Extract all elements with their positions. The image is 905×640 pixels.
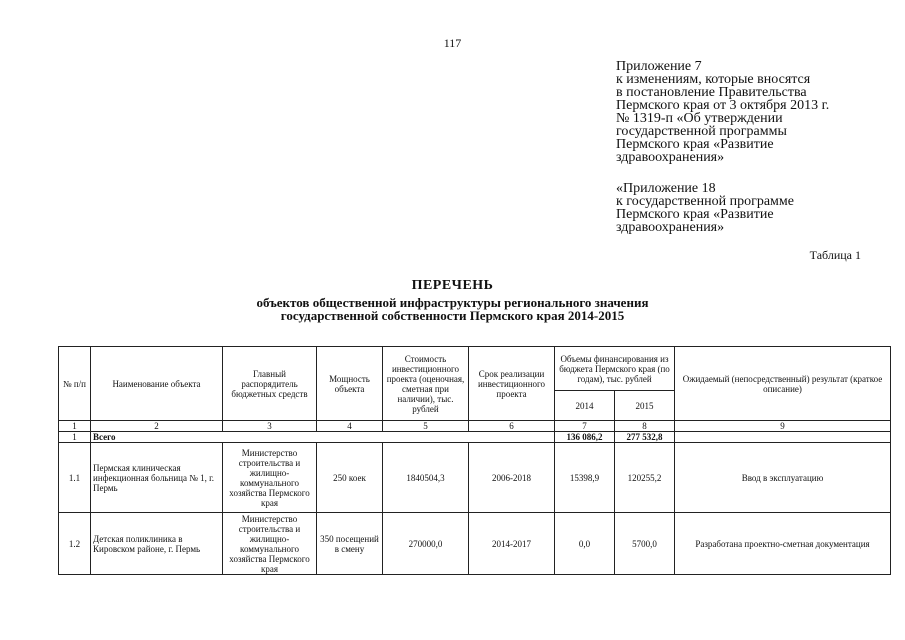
appendix7-line: к изменениям, которые вносятся [616,72,811,87]
col-number: 9 [675,421,891,432]
header-year-2014: 2014 [555,391,615,421]
row-result: Разработана проектно-сметная документация [675,513,891,575]
row-cost: 1840504,3 [383,443,469,513]
total-num: 1 [59,432,91,443]
header-funding: Объемы финансирования из бюджета Пермского края (по годам), тыс. рублей [555,347,675,391]
header-term: Срок реализации инвестиционного проекта [469,347,555,421]
appendix18-line: здравоохранения» [616,220,725,235]
appendix7-line: здравоохранения» [616,150,725,165]
appendix7-line: в постановление Правительства [616,85,807,100]
row-cost: 270000,0 [383,513,469,575]
row-name: Пермская клиническая инфекционная больница № 1, г. Пермь [91,443,223,513]
table-row [59,443,891,513]
appendix-header [616,60,829,234]
document-subtitle [0,296,905,322]
col-number: 2 [91,421,223,432]
col-number: 3 [223,421,317,432]
total-label: Всего [91,432,555,443]
row-term: 2014-2017 [469,513,555,575]
row-manager: Министерство строительства и жилищно-коммунального хозяйства Пермского края [223,513,317,575]
row-name: Детская поликлиника в Кировском районе, г. Пермь [91,513,223,575]
row-capacity: 250 коек [317,443,383,513]
row-2015: 120255,2 [615,443,675,513]
row-num: 1.1 [59,443,91,513]
appendix18-line: к государственной программе [616,194,794,209]
row-result: Ввод в эксплуатацию [675,443,891,513]
header-result: Ожидаемый (непосредственный) результат (краткое описание) [675,347,891,421]
appendix7-line: № 1319-п «Об утверждении [616,111,783,126]
row-2014: 0,0 [555,513,615,575]
row-2015: 5700,0 [615,513,675,575]
document-title: ПЕРЕЧЕНЬ [411,278,494,293]
col-number: 1 [59,421,91,432]
col-number: 6 [469,421,555,432]
header-year-2015: 2015 [615,391,675,421]
row-num: 1.2 [59,513,91,575]
appendix7-line: Пермского края «Развитие [616,137,774,152]
total-row [59,432,891,443]
col-number: 4 [317,421,383,432]
appendix18-line: «Приложение 18 [616,181,716,196]
total-result [675,432,891,443]
appendix7-line: Пермского края от 3 октября 2013 г. [616,98,830,113]
page-number: 117 [443,36,462,50]
header-cost: Стоимость инвестиционного проекта (оценочная, сметная при наличии), тыс. рублей [383,347,469,421]
appendix18-line: Пермского края «Развитие [616,207,774,222]
table-label: Таблица 1 [809,248,861,262]
subtitle-line: государственной собственности Пермского края 2014-2015 [280,308,625,323]
row-term: 2006-2018 [469,443,555,513]
header-capacity: Мощность объекта [317,347,383,421]
appendix7-line: государственной программы [616,124,787,139]
row-2014: 15398,9 [555,443,615,513]
col-number: 8 [615,421,675,432]
objects-table [58,346,891,575]
row-manager: Министерство строительства и жилищно-коммунального хозяйства Пермского края [223,443,317,513]
row-capacity: 350 посещений в смену [317,513,383,575]
col-number: 7 [555,421,615,432]
total-2015: 277 532,8 [615,432,675,443]
subtitle-line: объектов общественной инфраструктуры регионального значения [256,295,649,310]
appendix7-line: Приложение 7 [616,59,702,74]
header-num: № п/п [59,347,91,421]
header-name: Наименование объекта [91,347,223,421]
table-row [59,513,891,575]
col-number: 5 [383,421,469,432]
header-manager: Главный распорядитель бюджетных средств [223,347,317,421]
spacer [616,164,829,182]
total-2014: 136 086,2 [555,432,615,443]
